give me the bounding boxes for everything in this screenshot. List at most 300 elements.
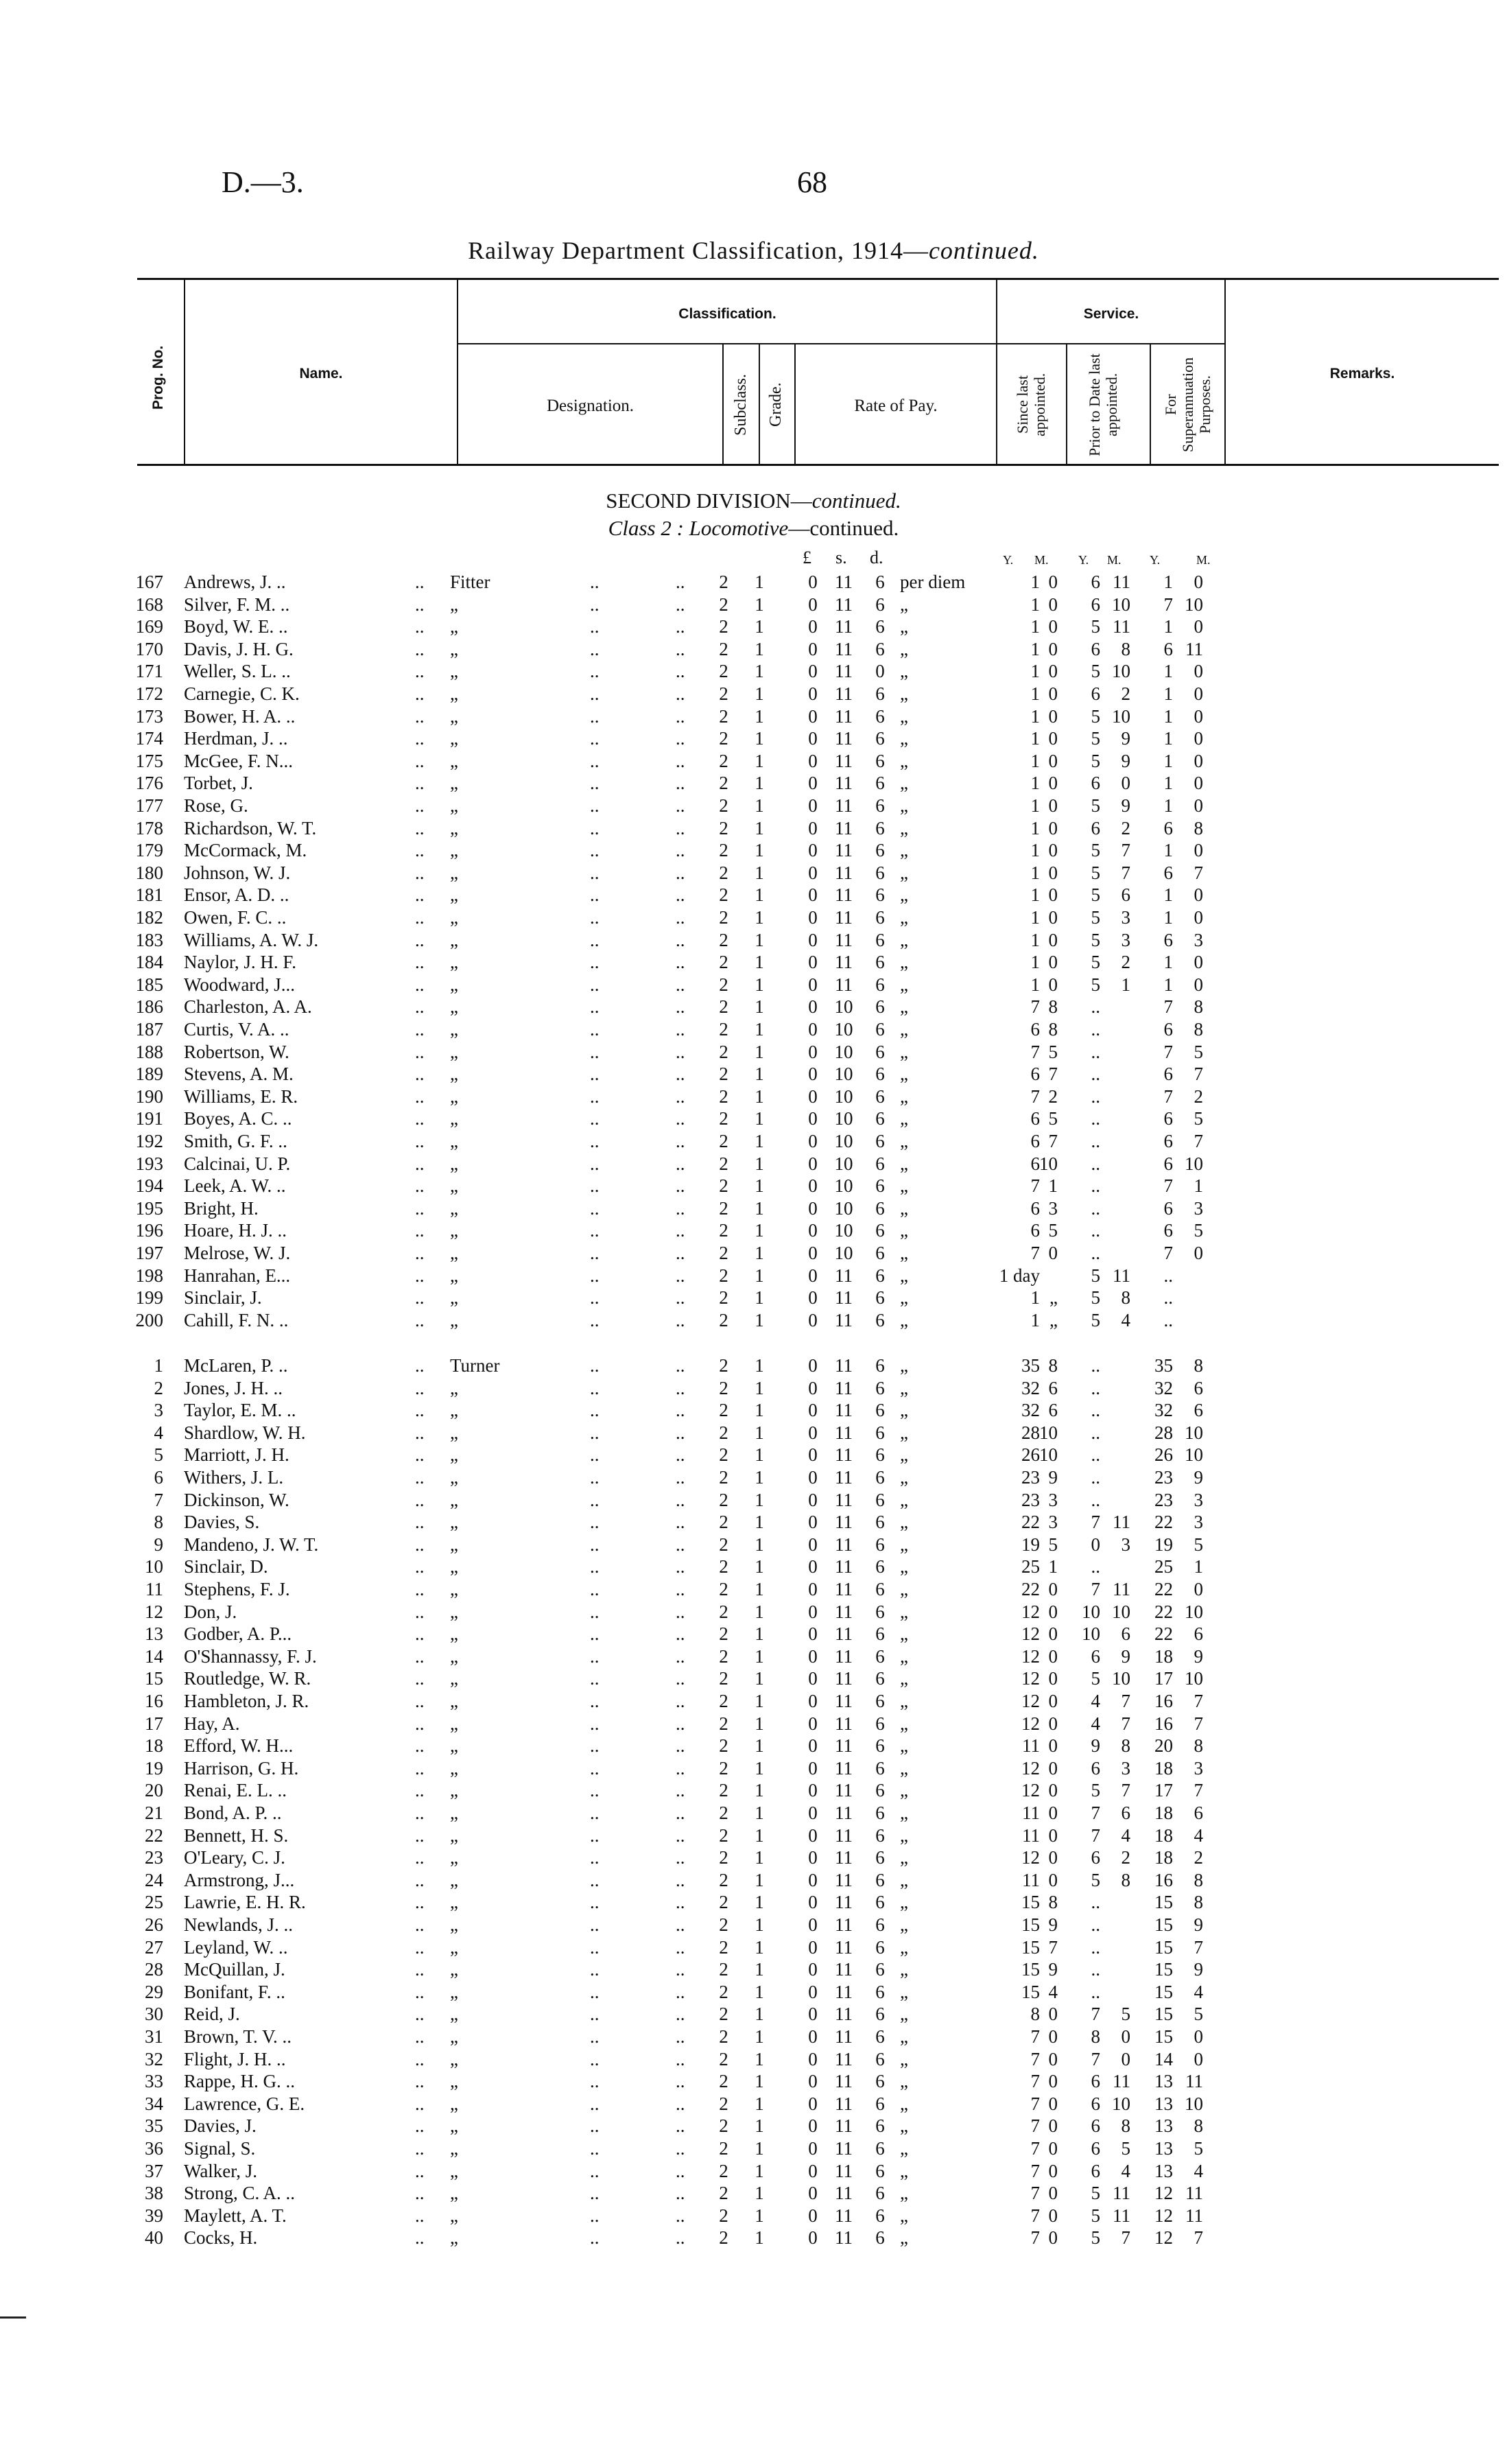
- grade-cell: 1: [755, 1153, 764, 1174]
- pounds-cell: 0: [808, 1645, 818, 1667]
- pence-cell: 6: [875, 1556, 885, 1577]
- leader-dots: ..: [676, 1287, 685, 1309]
- pounds-cell: 0: [808, 773, 818, 794]
- table-row: [0, 1309, 1507, 1331]
- leader-dots: ..: [415, 1108, 425, 1129]
- prior-years-cell: 7: [1091, 1579, 1100, 1599]
- pounds-cell: 0: [808, 1355, 818, 1376]
- since-years-cell: 15: [1021, 1914, 1040, 1935]
- designation-cell: „: [450, 1041, 458, 1062]
- since-years-cell: 11: [1022, 1803, 1040, 1823]
- super-years-cell: 1: [1163, 907, 1173, 928]
- since-months-cell: 0: [1048, 1601, 1058, 1622]
- grade-cell: 1: [755, 795, 764, 816]
- pounds-cell: 0: [808, 1377, 818, 1398]
- shillings-cell: 11: [835, 1892, 853, 1913]
- pence-cell: 6: [875, 1309, 885, 1330]
- table-row: [0, 929, 1507, 951]
- shillings-cell: 11: [835, 2026, 853, 2047]
- rate-unit-cell: „: [900, 907, 908, 928]
- leader-dots: ..: [676, 1467, 685, 1488]
- name-cell: Boyd, W. E. ..: [184, 616, 288, 637]
- name-cell: Herdman, J. ..: [184, 728, 288, 749]
- leader-dots: ..: [415, 1579, 425, 1599]
- rate-unit-cell: „: [900, 1780, 908, 1801]
- shillings-cell: 11: [835, 1377, 853, 1398]
- subclass-cell: 2: [719, 572, 728, 592]
- pounds-cell: 0: [808, 1131, 818, 1151]
- super-months-cell: 11: [1185, 2071, 1203, 2092]
- since-months-cell: 0: [1048, 1623, 1058, 1645]
- table-row: [0, 884, 1507, 906]
- pounds-cell: 0: [808, 705, 818, 727]
- leader-dots: ..: [590, 1019, 600, 1040]
- name-cell: Williams, E. R.: [184, 1086, 298, 1107]
- since-months-cell: 5: [1048, 1108, 1058, 1129]
- pence-cell: 6: [875, 2183, 885, 2204]
- leader-dots: ..: [415, 2048, 425, 2069]
- unit-months-prior: M.: [1107, 553, 1122, 567]
- prog-no-cell: 8: [154, 1512, 163, 1533]
- since-years-cell: 25: [1021, 1556, 1040, 1577]
- since-years-cell: 1: [1030, 884, 1040, 906]
- subclass-cell: 2: [719, 1892, 728, 1913]
- leader-dots: ..: [415, 1892, 425, 1913]
- shillings-cell: 11: [835, 638, 853, 659]
- name-cell: Withers, J. L.: [184, 1467, 284, 1488]
- since-months-cell: 9: [1048, 1914, 1058, 1935]
- leader-dots: ..: [676, 1086, 685, 1107]
- name-cell: Bright, H.: [184, 1197, 259, 1219]
- leader-dots: ..: [590, 1489, 600, 1510]
- since-years-cell: 12: [1021, 1691, 1040, 1711]
- grade-cell: 1: [755, 929, 764, 950]
- designation-cell: „: [450, 974, 458, 995]
- super-months-cell: 8: [1194, 817, 1203, 838]
- super-months-cell: 7: [1194, 1713, 1203, 1734]
- designation-cell: Fitter: [450, 572, 490, 592]
- designation-cell: „: [450, 1265, 458, 1286]
- leader-dots: ..: [676, 1579, 685, 1599]
- name-cell: Taylor, E. M. ..: [184, 1400, 296, 1421]
- leader-dots: ..: [415, 817, 425, 838]
- designation-cell: „: [450, 1713, 458, 1734]
- table-row: [0, 1197, 1507, 1219]
- name-cell: Bond, A. P. ..: [184, 1803, 282, 1823]
- leader-dots: ..: [415, 1444, 425, 1466]
- table-row: [0, 2115, 1507, 2137]
- super-months-cell: 8: [1194, 1355, 1203, 1376]
- super-months-cell: 0: [1194, 1243, 1203, 1263]
- since-months-cell: 10: [1039, 1153, 1058, 1174]
- subclass-cell: 2: [719, 1309, 728, 1330]
- leader-dots: ..: [676, 929, 685, 950]
- pence-cell: 6: [875, 2026, 885, 2047]
- leader-dots: ..: [590, 683, 600, 704]
- super-months-cell: 3: [1194, 1512, 1203, 1533]
- prior-years-cell: 5: [1091, 929, 1100, 950]
- since-months-cell: 0: [1048, 862, 1058, 883]
- rate-unit-cell: „: [900, 1579, 908, 1599]
- grade-cell: 1: [755, 817, 764, 838]
- pence-cell: 6: [875, 638, 885, 659]
- prog-no-cell: 9: [154, 1534, 163, 1555]
- shillings-cell: 11: [835, 1309, 853, 1330]
- subclass-cell: 2: [719, 1803, 728, 1823]
- name-cell: Williams, A. W. J.: [184, 929, 319, 950]
- table-row: [0, 594, 1507, 615]
- leader-dots: ..: [590, 1086, 600, 1107]
- leader-dots: ..: [415, 1512, 425, 1533]
- super-years-cell: 12: [1154, 2205, 1173, 2226]
- name-cell: Weller, S. L. ..: [184, 661, 291, 682]
- table-row: [0, 1914, 1507, 1936]
- super-years-cell: 13: [1154, 2138, 1173, 2159]
- name-cell: Renai, E. L. ..: [184, 1780, 287, 1801]
- grade-cell: 1: [755, 728, 764, 749]
- since-months-cell: „: [1049, 1287, 1058, 1309]
- designation-cell: „: [450, 2004, 458, 2025]
- since-months-cell: 0: [1048, 1735, 1058, 1757]
- unit-pence: d.: [870, 548, 883, 567]
- since-years-cell: 26: [1021, 1444, 1040, 1466]
- leader-dots: ..: [415, 1847, 425, 1868]
- leader-dots: ..: [590, 1467, 600, 1488]
- leader-dots: ..: [676, 1824, 685, 1846]
- pounds-cell: 0: [808, 1422, 818, 1443]
- leader-dots: ..: [415, 795, 425, 816]
- since-years-cell: 7: [1030, 2071, 1040, 2092]
- section-title: [0, 489, 1507, 513]
- since-years-cell: 1: [1030, 795, 1040, 816]
- table-row: [0, 1422, 1507, 1444]
- super-months-cell: 0: [1194, 616, 1203, 637]
- rate-unit-cell: „: [900, 616, 908, 637]
- shillings-cell: 11: [835, 750, 853, 771]
- designation-cell: „: [450, 1019, 458, 1040]
- since-years-cell: 35: [1021, 1355, 1040, 1376]
- name-cell: Naylor, J. H. F.: [184, 952, 297, 973]
- grade-cell: 1: [755, 2227, 764, 2249]
- since-years-cell: 8: [1030, 2004, 1040, 2025]
- grade-cell: 1: [755, 1534, 764, 1555]
- designation-cell: „: [450, 2183, 458, 2204]
- super-months-cell: 10: [1185, 1601, 1203, 1622]
- shillings-cell: 11: [835, 840, 853, 861]
- prior-months-cell: 8: [1121, 1735, 1130, 1757]
- shillings-cell: 11: [835, 1444, 853, 1466]
- subclass-cell: 2: [719, 773, 728, 794]
- since-years-cell: 12: [1021, 1780, 1040, 1801]
- since-months-cell: 0: [1048, 616, 1058, 637]
- grade-cell: 1: [755, 1131, 764, 1151]
- prior-years-cell: 5: [1091, 1265, 1100, 1286]
- pence-cell: 6: [875, 1601, 885, 1622]
- table-row: [0, 1511, 1507, 1533]
- prog-no-cell: 181: [135, 884, 163, 906]
- since-years-cell: 7: [1030, 2048, 1040, 2069]
- leader-dots: ..: [415, 1243, 425, 1263]
- pence-cell: 6: [875, 1019, 885, 1040]
- since-years-cell: 7: [1030, 2093, 1040, 2114]
- since-months-cell: 7: [1048, 1936, 1058, 1958]
- super-years-cell: 17: [1154, 1668, 1173, 1689]
- prog-no-cell: 179: [135, 840, 163, 861]
- name-cell: Silver, F. M. ..: [184, 594, 290, 615]
- pence-cell: 6: [875, 2048, 885, 2069]
- pounds-cell: 0: [808, 1265, 818, 1286]
- pence-cell: 6: [875, 974, 885, 995]
- grade-cell: 1: [755, 1757, 764, 1779]
- prior-months-cell: 3: [1121, 1534, 1130, 1555]
- since-months-cell: 0: [1048, 572, 1058, 592]
- designation-cell: „: [450, 907, 458, 928]
- rate-unit-cell: „: [900, 1019, 908, 1040]
- name-cell: Cahill, F. N. ..: [184, 1309, 289, 1330]
- pounds-cell: 0: [808, 1668, 818, 1689]
- pounds-cell: 0: [808, 1444, 818, 1466]
- leader-dots: ..: [676, 862, 685, 883]
- leader-dots: ..: [590, 1757, 600, 1779]
- pence-cell: 6: [875, 1377, 885, 1398]
- subclass-cell: 2: [719, 2115, 728, 2137]
- pence-cell: 6: [875, 952, 885, 973]
- prog-no-cell: 178: [135, 817, 163, 838]
- prior-years-cell: 5: [1091, 862, 1100, 883]
- shillings-cell: 11: [835, 705, 853, 727]
- pence-cell: 6: [875, 1041, 885, 1062]
- shillings-cell: 11: [835, 1489, 853, 1510]
- leader-dots: ..: [415, 1780, 425, 1801]
- shillings-cell: 11: [835, 2183, 853, 2204]
- pence-cell: 6: [875, 1086, 885, 1107]
- since-years-cell: 7: [1030, 2160, 1040, 2181]
- super-years-cell: 1: [1163, 728, 1173, 749]
- subclass-cell: 2: [719, 1175, 728, 1197]
- leader-dots: ..: [590, 2160, 600, 2181]
- super-years-cell: 1: [1163, 840, 1173, 861]
- pence-cell: 6: [875, 1422, 885, 1443]
- name-cell: McLaren, P. ..: [184, 1355, 288, 1376]
- designation-cell: „: [450, 705, 458, 727]
- table-row: [0, 1086, 1507, 1107]
- prior-years-cell: ..: [1091, 1377, 1100, 1398]
- prior-months-cell: 2: [1121, 952, 1130, 973]
- subclass-cell: 2: [719, 1668, 728, 1689]
- prior-years-cell: ..: [1091, 1064, 1100, 1085]
- subclass-cell: 2: [719, 1400, 728, 1421]
- leader-dots: ..: [590, 952, 600, 973]
- prior-months-cell: 7: [1121, 1780, 1130, 1801]
- prior-years-cell: 5: [1091, 1287, 1100, 1309]
- pounds-cell: 0: [808, 750, 818, 771]
- since-years-cell: 6: [1030, 1131, 1040, 1151]
- since-years-cell: 12: [1021, 1713, 1040, 1734]
- name-cell: O'Shannassy, F. J.: [184, 1645, 317, 1667]
- prog-no-cell: 168: [135, 594, 163, 615]
- super-years-cell: 6: [1163, 1220, 1173, 1241]
- pence-cell: 6: [875, 1645, 885, 1667]
- since-years-cell: 15: [1021, 1936, 1040, 1958]
- pence-cell: 6: [875, 2227, 885, 2249]
- pounds-cell: 0: [808, 840, 818, 861]
- since-months-cell: 6: [1048, 1377, 1058, 1398]
- rate-unit-cell: „: [900, 2026, 908, 2047]
- name-cell: Davis, J. H. G.: [184, 638, 294, 659]
- leader-dots: ..: [415, 1175, 425, 1197]
- subclass-cell: 2: [719, 795, 728, 816]
- name-cell: Leek, A. W. ..: [184, 1175, 286, 1197]
- grade-cell: 1: [755, 1467, 764, 1488]
- grade-cell: 1: [755, 1377, 764, 1398]
- super-months-cell: 11: [1185, 2205, 1203, 2226]
- prog-no-cell: 22: [145, 1824, 163, 1846]
- prog-no-cell: 25: [145, 1892, 163, 1913]
- unit-pounds: £: [803, 548, 811, 567]
- name-cell: Sinclair, D.: [184, 1556, 268, 1577]
- pence-cell: 6: [875, 1287, 885, 1309]
- pence-cell: 6: [875, 1824, 885, 1846]
- super-months-cell: 8: [1194, 1892, 1203, 1913]
- rate-unit-cell: „: [900, 1108, 908, 1129]
- name-cell: Curtis, V. A. ..: [184, 1019, 289, 1040]
- leader-dots: ..: [415, 1400, 425, 1421]
- since-months-cell: 0: [1048, 2004, 1058, 2025]
- rate-unit-cell: „: [900, 683, 908, 704]
- prior-months-cell: 4: [1121, 2160, 1130, 2181]
- leader-dots: ..: [590, 1713, 600, 1734]
- rate-unit-cell: „: [900, 1892, 908, 1913]
- since-months-cell: 0: [1048, 2183, 1058, 2204]
- super-months-cell: 6: [1194, 1377, 1203, 1398]
- table-row: [0, 1578, 1507, 1600]
- super-years-cell: 6: [1163, 929, 1173, 950]
- table-row: [0, 1041, 1507, 1063]
- name-cell: Stephens, F. J.: [184, 1579, 290, 1599]
- name-cell: Woodward, J...: [184, 974, 296, 995]
- grade-cell: 1: [755, 1847, 764, 1868]
- super-months-cell: 10: [1185, 1444, 1203, 1466]
- shillings-cell: 11: [835, 1422, 853, 1443]
- leader-dots: ..: [676, 2071, 685, 2092]
- designation-cell: „: [450, 1780, 458, 1801]
- prior-years-cell: ..: [1091, 1086, 1100, 1107]
- leader-dots: ..: [415, 840, 425, 861]
- grade-cell: 1: [755, 1914, 764, 1935]
- grade-cell: 1: [755, 1803, 764, 1823]
- since-months-cell: 5: [1048, 1534, 1058, 1555]
- table-row: [0, 1667, 1507, 1689]
- subclass-cell: 2: [719, 2205, 728, 2226]
- super-years-cell: 1: [1163, 572, 1173, 592]
- leader-dots: ..: [590, 929, 600, 950]
- shillings-cell: 11: [835, 1534, 853, 1555]
- prior-years-cell: 7: [1091, 1803, 1100, 1823]
- prior-months-cell: 10: [1112, 705, 1130, 727]
- since-months-cell: 3: [1048, 1512, 1058, 1533]
- prog-no-cell: 2: [154, 1377, 163, 1398]
- subclass-cell: 2: [719, 1108, 728, 1129]
- prog-no-cell: 12: [145, 1601, 163, 1622]
- super-years-cell: 7: [1163, 1243, 1173, 1263]
- prior-months-cell: 11: [1113, 2071, 1130, 2092]
- leader-dots: ..: [415, 2160, 425, 2181]
- leader-dots: ..: [415, 1489, 425, 1510]
- pounds-cell: 0: [808, 616, 818, 637]
- leader-dots: ..: [415, 1355, 425, 1376]
- since-years-cell: 7: [1030, 2183, 1040, 2204]
- pounds-cell: 0: [808, 1243, 818, 1263]
- leader-dots: ..: [415, 1691, 425, 1711]
- pounds-cell: 0: [808, 1019, 818, 1040]
- leader-dots: ..: [590, 2205, 600, 2226]
- since-months-cell: 3: [1048, 1197, 1058, 1219]
- prog-no-cell: 190: [135, 1086, 163, 1107]
- leader-dots: ..: [590, 638, 600, 659]
- pence-cell: 6: [875, 1108, 885, 1129]
- leader-dots: ..: [590, 1243, 600, 1263]
- super-months-cell: 8: [1194, 1735, 1203, 1757]
- super-years-cell: 6: [1163, 1064, 1173, 1085]
- designation-cell: „: [450, 773, 458, 794]
- since-months-cell: 0: [1048, 974, 1058, 995]
- super-years-cell: 28: [1154, 1422, 1173, 1443]
- prog-no-cell: 180: [135, 862, 163, 883]
- prior-years-cell: 6: [1091, 1847, 1100, 1868]
- pence-cell: 6: [875, 1959, 885, 1980]
- shillings-cell: 11: [835, 1400, 853, 1421]
- subclass-cell: 2: [719, 1534, 728, 1555]
- prog-no-cell: 169: [135, 616, 163, 637]
- name-cell: Routledge, W. R.: [184, 1668, 311, 1689]
- table-row: [0, 1757, 1507, 1779]
- prog-no-cell: 198: [135, 1265, 163, 1286]
- prior-months-cell: 11: [1113, 2205, 1130, 2226]
- leader-dots: ..: [676, 1735, 685, 1757]
- prog-no-cell: 38: [145, 2183, 163, 2204]
- shillings-cell: 11: [835, 1959, 853, 1980]
- pounds-cell: 0: [808, 1108, 818, 1129]
- col-header-service: Service.: [1083, 306, 1139, 322]
- designation-cell: „: [450, 2227, 458, 2249]
- grade-cell: 1: [755, 1108, 764, 1129]
- subclass-cell: 2: [719, 884, 728, 906]
- since-months-cell: 5: [1048, 1041, 1058, 1062]
- subclass-cell: 2: [719, 1981, 728, 2002]
- pounds-cell: 0: [808, 728, 818, 749]
- prog-no-cell: 170: [135, 638, 163, 659]
- page-edge-mark: [0, 2316, 26, 2319]
- class-title: [0, 516, 1507, 541]
- table-row: [0, 2093, 1507, 2115]
- pence-cell: 6: [875, 1355, 885, 1376]
- prog-no-cell: 15: [145, 1668, 163, 1689]
- table-row: [0, 1891, 1507, 1913]
- pounds-cell: 0: [808, 2138, 818, 2159]
- rate-unit-cell: per diem: [900, 572, 966, 592]
- leader-dots: ..: [676, 974, 685, 995]
- leader-dots: ..: [590, 1220, 600, 1241]
- leader-dots: ..: [676, 2183, 685, 2204]
- grade-cell: 1: [755, 572, 764, 592]
- grade-cell: 1: [755, 1623, 764, 1645]
- prior-years-cell: 5: [1091, 795, 1100, 816]
- leader-dots: ..: [590, 1691, 600, 1711]
- prior-months-cell: 9: [1121, 750, 1130, 771]
- leader-dots: ..: [676, 1309, 685, 1330]
- rate-unit-cell: „: [900, 1243, 908, 1263]
- shillings-cell: 11: [835, 2093, 853, 2114]
